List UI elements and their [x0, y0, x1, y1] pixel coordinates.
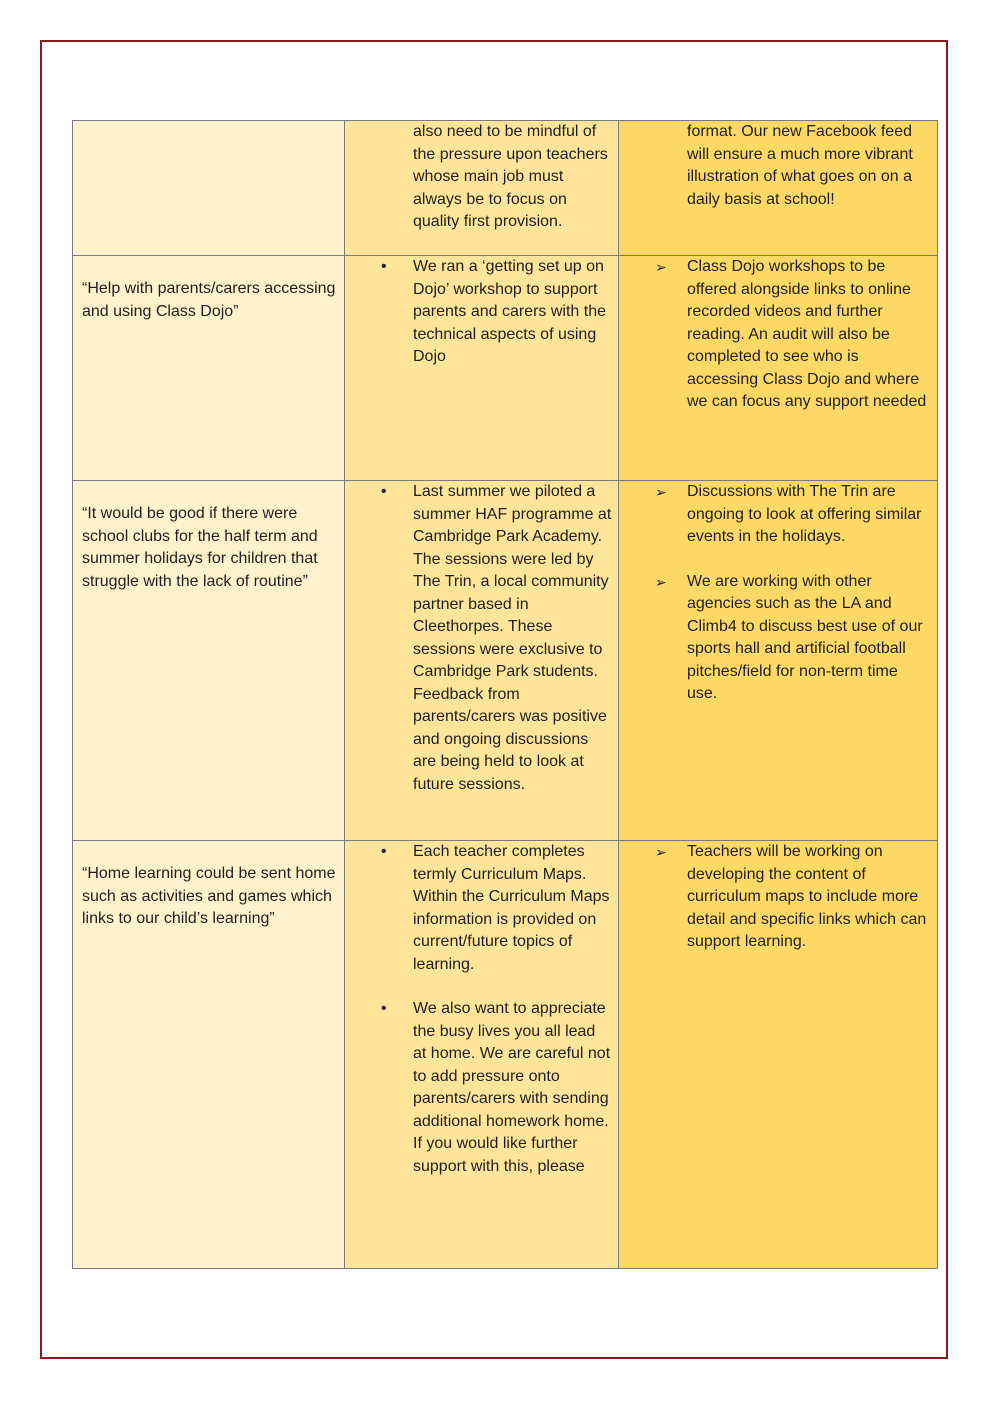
parent-comment: “It would be good if there were school clubs for the half term and summer holidays for children that struggle with the lack of routine”: [82, 505, 318, 590]
school-response-cell: [345, 121, 619, 256]
bullet-icon: [381, 841, 401, 864]
list-item: • We also want to appreciate the busy lives you all lead at home. We are careful not to add pressure onto parents/carers with sending additional homework home. If you would like further support with this, please: [345, 998, 618, 1178]
next-steps-cell: [619, 481, 938, 841]
school-response-cell: [345, 256, 619, 481]
next-steps-cell: [619, 121, 938, 256]
arrow-bullet-icon: [655, 256, 675, 280]
arrow-bullet-icon: [655, 481, 675, 505]
list-item: format. Our new Facebook feed will ensure a much more vibrant illustration of what goes on on a daily basis at school!: [687, 123, 913, 208]
school-response-cell: [345, 841, 619, 1269]
list-item: • Last summer we piloted a summer HAF programme at Cambridge Park Academy. The sessions were led by The Trin, a local community partner based in Cleethorpes. These sessions were exclusive to Cambridge Park students. Feedback from parents/carers was positive and ongoing discussions are being held to look at future sessions.: [345, 481, 618, 796]
list-item: ➢ We are working with other agencies such as the LA and Climb4 to discuss best use of our sports hall and artificial football pitches/field for non-term time use.: [619, 571, 937, 706]
table-row: [73, 121, 938, 256]
next-steps-cell: [619, 841, 938, 1269]
bullet-icon: [381, 998, 401, 1021]
parent-comment-cell: [73, 841, 345, 1269]
school-response-cell: [345, 481, 619, 841]
list-item: • We ran a ‘getting set up on Dojo’ workshop to support parents and carers with the technical aspects of using Dojo: [345, 256, 618, 369]
arrow-bullet-icon: [655, 841, 675, 865]
bullet-icon: [381, 256, 401, 279]
parent-comment-cell: [73, 121, 345, 256]
table-row: [73, 841, 938, 1269]
list-item: • Each teacher completes termly Curriculum Maps. Within the Curriculum Maps information is provided on current/future topics of learning.: [345, 841, 618, 976]
table-row: [73, 481, 938, 841]
parent-comment-cell: [73, 256, 345, 481]
arrow-bullet-icon: [655, 571, 675, 595]
next-steps-cell: [619, 256, 938, 481]
list-item: ➢ Class Dojo workshops to be offered alongside links to online recorded videos and further reading. An audit will also be completed to see who is accessing Class Dojo and where we can focus any support needed: [619, 256, 937, 414]
parent-comment: “Help with parents/carers accessing and using Class Dojo”: [82, 280, 336, 320]
parent-comment: “Home learning could be sent home such as activities and games which links to our child’s learning”: [82, 865, 336, 927]
parent-comment-cell: [73, 481, 345, 841]
bullet-icon: [381, 481, 401, 504]
list-item: ➢ Discussions with The Trin are ongoing to look at offering similar events in the holidays.: [619, 481, 937, 549]
table-row: [73, 256, 938, 481]
feedback-table: [72, 120, 938, 1269]
list-item: also need to be mindful of the pressure upon teachers whose main job must always be to focus on quality first provision.: [413, 123, 608, 230]
parent-comment: [73, 121, 344, 143]
list-item: ➢ Teachers will be working on developing the content of curriculum maps to include more detail and specific links which can support learning.: [619, 841, 937, 954]
